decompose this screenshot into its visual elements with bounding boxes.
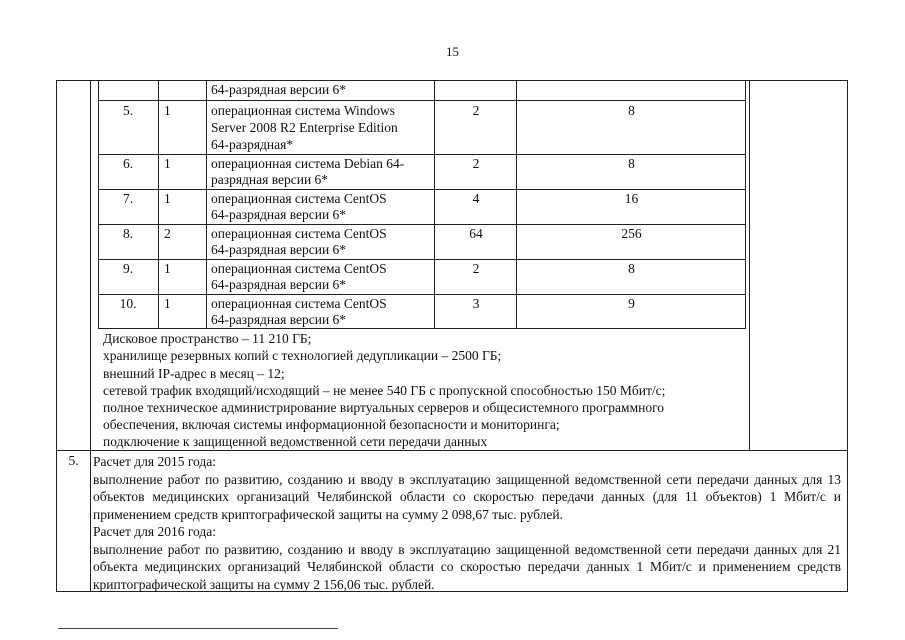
- row-number: 5.: [122, 103, 134, 118]
- spec-line: сетевой трафик входящий/исходящий – не менее 540 ГБ с пропускной способностью 150 Мбит/с;: [103, 383, 666, 398]
- row-quantity: 1: [164, 296, 171, 311]
- calc-title-2015: Расчет для 2015 года:: [93, 454, 217, 469]
- row-description-line: разрядная версии 6*: [211, 172, 329, 187]
- row-value-1: 2: [472, 261, 480, 276]
- spec-line: полное техническое администрирование виртуальных серверов и общесистемного программного: [103, 400, 665, 415]
- row-description-line: операционная система CentOS: [211, 296, 387, 311]
- spec-line: подключение к защищенной ведомственной сети передачи данных: [103, 434, 488, 449]
- footnote-separator: [58, 628, 338, 629]
- item-5-text: [93, 453, 841, 593]
- table-border: [749, 80, 750, 450]
- spec-line: внешний IP-адрес в месяц – 12;: [103, 366, 285, 381]
- row-description-line: операционная система CentOS: [211, 226, 387, 241]
- row-number: 7.: [122, 191, 134, 206]
- inner-table-border: [98, 328, 746, 329]
- inner-table-border: [434, 80, 435, 328]
- continuation-text: 64-разрядная версии 6*: [211, 82, 347, 97]
- row-value-1: 64: [469, 226, 483, 241]
- row-description-line: 64-разрядная версии 6*: [211, 242, 347, 257]
- page-number: 15: [446, 44, 459, 59]
- row-value-2: 16: [624, 191, 639, 206]
- table-border: [90, 80, 91, 592]
- row-value-2: 8: [628, 103, 635, 118]
- inner-table-border: [98, 259, 746, 260]
- inner-table-border: [158, 80, 159, 328]
- spec-line: Дисковое пространство – 11 210 ГБ;: [103, 331, 312, 346]
- row-quantity: 1: [164, 103, 171, 118]
- row-quantity: 1: [164, 261, 171, 276]
- inner-table-border: [98, 154, 746, 155]
- table-border: [56, 80, 57, 592]
- row-description-line: 64-разрядная версии 6*: [211, 312, 347, 327]
- row-value-2: 8: [628, 261, 635, 276]
- row-quantity: 1: [164, 156, 171, 171]
- row-value-1: 3: [472, 296, 480, 311]
- table-border: [56, 80, 848, 81]
- row-description-line: 64-разрядная*: [211, 137, 294, 152]
- row-value-2: 9: [628, 296, 635, 311]
- row-description-line: операционная система CentOS: [211, 191, 387, 206]
- inner-table-border: [98, 189, 746, 190]
- inner-table-border: [98, 100, 746, 101]
- row-quantity: 2: [164, 226, 171, 241]
- row-quantity: 1: [164, 191, 171, 206]
- spec-line: обеспечения, включая системы информационной безопасности и мониторинга;: [103, 417, 560, 432]
- row-description-line: операционная система Windows: [211, 103, 396, 118]
- row-number: 8.: [122, 226, 134, 241]
- inner-table-border: [98, 224, 746, 225]
- row-number: 10.: [119, 296, 137, 311]
- row-description-line: операционная система CentOS: [211, 261, 387, 276]
- row-value-1: 4: [472, 191, 480, 206]
- row-number: 9.: [122, 261, 134, 276]
- inner-table-border: [206, 80, 207, 328]
- row-value-1: 2: [472, 103, 480, 118]
- row-description-line: 64-разрядная версии 6*: [211, 207, 347, 222]
- inner-table-border: [98, 80, 99, 328]
- row-value-2: 256: [621, 226, 642, 241]
- inner-table-border: [98, 294, 746, 295]
- row-description-line: операционная система Debian 64-: [211, 156, 405, 171]
- calc-text-2015: выполнение работ по развитию, созданию и вводу в эксплуатацию защищенной ведомственной сети передачи данных для 13 объектов медицинских организаций Челябинской области со скоростью передачи данных (для 11 объектов) 1 Мбит/с и применением средств криптографической защиты на сумму 2 098,67 тыс. рублей.: [93, 471, 841, 522]
- spec-line: хранилище резервных копий с технологией дедупликации – 2500 ГБ;: [103, 348, 502, 363]
- row-value-2: 8: [628, 156, 635, 171]
- calc-text-2016: выполнение работ по развитию, созданию и вводу в эксплуатацию защищенной ведомственной сети передачи данных для 21 объекта медицинских организаций Челябинской области со скоростью передачи данных 1 Мбит/с и применением средств криптографической защиты на сумму 2 156,06 тыс. рублей.: [93, 541, 841, 592]
- row-description-line: Server 2008 R2 Enterprise Edition: [211, 120, 398, 135]
- row-description-line: 64-разрядная версии 6*: [211, 277, 347, 292]
- row-number: 6.: [122, 156, 134, 171]
- inner-table-border: [516, 80, 517, 328]
- inner-table-border: [745, 80, 746, 328]
- table-border: [847, 80, 848, 592]
- calc-title-2016: Расчет для 2016 года:: [93, 524, 217, 539]
- item-number: 5.: [68, 453, 79, 468]
- row-value-1: 2: [472, 156, 480, 171]
